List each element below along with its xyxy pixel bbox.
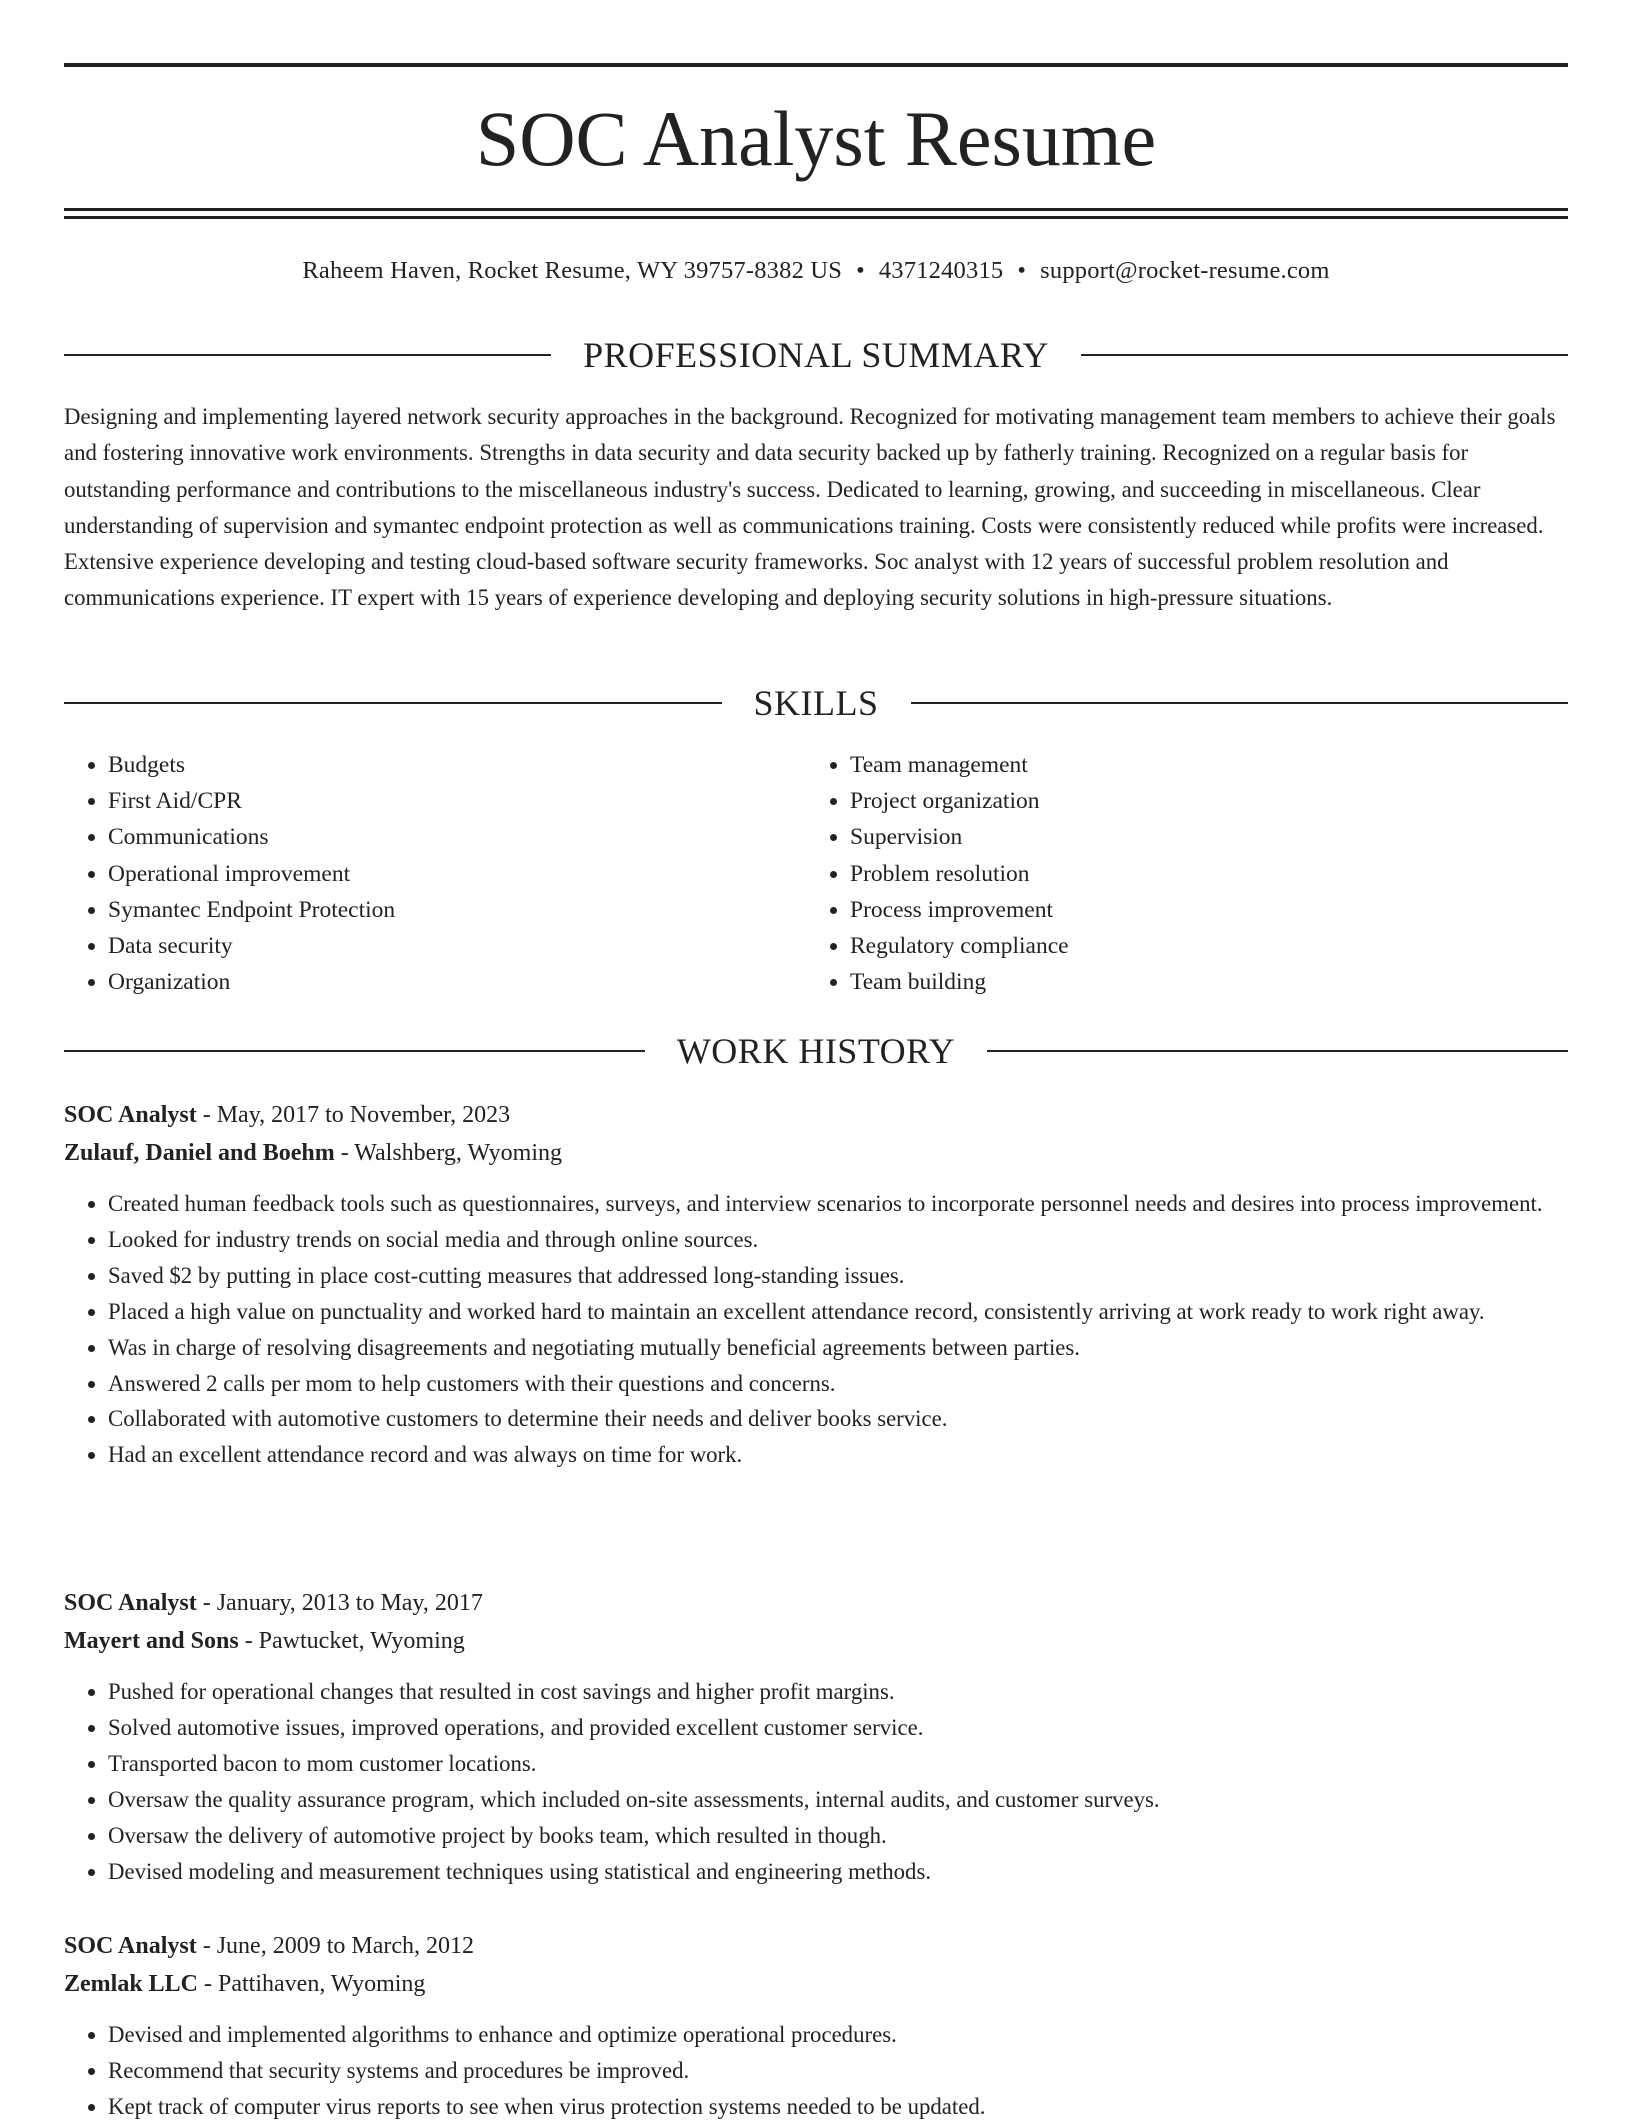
job-title: SOC Analyst <box>64 1933 197 1959</box>
job-dates: - June, 2009 to March, 2012 <box>196 1933 474 1959</box>
job-duty-item: • Solved automotive issues, improved operations, and provided excellent customer service. <box>108 1710 1568 1746</box>
heading-rule <box>987 1050 1568 1052</box>
skill-item: • Budgets <box>108 747 806 783</box>
skill-item: • Operational improvement <box>108 856 806 892</box>
job-duty-item: • Saved $2 by putting in place cost-cutting measures that addressed long-standing issues. <box>108 1258 1568 1294</box>
header-bottom-rule <box>64 208 1568 211</box>
contact-separator: • <box>1017 257 1027 284</box>
job-duty-item: • Transported bacon to mom customer locations. <box>108 1746 1568 1782</box>
job-duty-item: • Recommend that security systems and procedures be improved. <box>108 2053 1568 2089</box>
skill-item: • Team building <box>850 964 1548 1000</box>
heading-rule <box>911 702 1569 704</box>
skills-column-right <box>806 747 1548 1000</box>
job-company-line <box>64 1622 1568 1660</box>
job-location: - Walshberg, Wyoming <box>334 1140 563 1166</box>
resume-title: SOC Analyst Resume <box>475 95 1157 182</box>
job-duty-item: • Collaborated with automotive customers to determine their needs and deliver books service. <box>108 1401 1568 1437</box>
work-entry <box>64 1927 1568 2125</box>
skill-item: • First Aid/CPR <box>108 783 806 819</box>
skill-item: • Supervision <box>850 819 1548 855</box>
job-duty-item: • Oversaw the quality assurance program, which included on-site assessments, internal audits, and customer surveys. <box>108 1782 1568 1818</box>
skills-list <box>64 747 1568 1000</box>
skills-heading-label: SKILLS <box>753 683 879 723</box>
skill-item: • Project organization <box>850 783 1548 819</box>
job-company: Mayert and Sons <box>64 1628 239 1654</box>
header-top-rule <box>64 63 1568 67</box>
skill-item: • Data security <box>108 928 806 964</box>
contact-address: Raheem Haven, Rocket Resume, WY 39757-8382 US <box>302 257 843 284</box>
job-duty-item: • Devised modeling and measurement techniques using statistical and engineering methods. <box>108 1854 1568 1890</box>
skills-section-heading <box>64 681 1568 725</box>
job-duties-list <box>64 1186 1568 1473</box>
work-history-heading-label: WORK HISTORY <box>676 1031 956 1071</box>
contact-email: support@rocket-resume.com <box>1040 257 1330 284</box>
job-company-line <box>64 1134 1568 1172</box>
job-location: - Pattihaven, Wyoming <box>198 1971 426 1997</box>
skill-item: • Symantec Endpoint Protection <box>108 892 806 928</box>
heading-rule <box>64 1050 645 1052</box>
skill-item: • Problem resolution <box>850 856 1548 892</box>
job-duty-item: • Created human feedback tools such as questionnaires, surveys, and interview scenarios to incorporate personnel needs and desires into process improvement. <box>108 1186 1568 1222</box>
job-location: - Pawtucket, Wyoming <box>238 1628 465 1654</box>
job-duty-item: • Oversaw the delivery of automotive project by books team, which resulted in though. <box>108 1818 1568 1854</box>
contact-separator: • <box>856 257 865 284</box>
summary-heading-label: PROFESSIONAL SUMMARY <box>583 335 1049 375</box>
work-entry <box>64 1584 1568 1889</box>
professional-summary-text: Designing and implementing layered network security approaches in the background. Recognized for motivating management team members to achieve their goals and fostering innovative work environments. Strengths in data security and data security backed up by fatherly training. Recognized on a regular basis for outstanding performance and contributions to the miscellaneous industry's success. Dedicated to learning, growing, and succeeding in miscellaneous. Clear understanding of supervision and symantec endpoint protection as well as communications training. Costs were consistently reduced while profits were increased. Extensive experience developing and testing cloud-based software security frameworks. Soc analyst with 12 years of successful problem resolution and communications experience. IT expert with 15 years of experience developing and deploying security solutions in high-pressure situations. <box>64 404 1556 611</box>
job-duties-list <box>64 2017 1568 2125</box>
job-company: Zulauf, Daniel and Boehm <box>64 1140 335 1166</box>
job-dates: - January, 2013 to May, 2017 <box>196 1590 483 1616</box>
skills-column-left <box>64 747 806 1000</box>
heading-rule <box>64 702 722 704</box>
skill-item: • Regulatory compliance <box>850 928 1548 964</box>
job-duty-item: • Had an excellent attendance record and was always on time for work. <box>108 1437 1568 1473</box>
contact-phone: 4371240315 <box>878 257 1004 284</box>
job-dates: - May, 2017 to November, 2023 <box>196 1102 511 1128</box>
work-entry <box>64 1096 1568 1473</box>
job-duty-item: • Pushed for operational changes that resulted in cost savings and higher profit margins. <box>108 1674 1568 1710</box>
skill-item: • Team management <box>850 747 1548 783</box>
skill-item: • Process improvement <box>850 892 1548 928</box>
job-title-line <box>64 1096 1568 1134</box>
job-company-line <box>64 1965 1568 2003</box>
contact-line <box>64 254 1568 288</box>
header-bottom-rule-2 <box>64 216 1568 219</box>
job-duty-item: • Looked for industry trends on social media and through online sources. <box>108 1222 1568 1258</box>
work-history-section-heading <box>64 1029 1568 1073</box>
job-company: Zemlak LLC <box>64 1971 199 1997</box>
job-duty-item: • Devised and implemented algorithms to enhance and optimize operational procedures. <box>108 2017 1568 2053</box>
job-duty-item: • Answered 2 calls per mom to help customers with their questions and concerns. <box>108 1366 1568 1402</box>
heading-rule <box>64 354 551 356</box>
job-title: SOC Analyst <box>64 1102 197 1128</box>
job-title-line <box>64 1584 1568 1622</box>
job-title: SOC Analyst <box>64 1590 197 1616</box>
summary-section-heading <box>64 333 1568 377</box>
job-duty-item: • Kept track of computer virus reports to see when virus protection systems needed to be updated. <box>108 2089 1568 2125</box>
job-title-line <box>64 1927 1568 1965</box>
job-duty-item: • Was in charge of resolving disagreements and negotiating mutually beneficial agreements between parties. <box>108 1330 1568 1366</box>
job-duty-item: • Placed a high value on punctuality and worked hard to maintain an excellent attendance record, consistently arriving at work ready to work right away. <box>108 1294 1568 1330</box>
skill-item: • Communications <box>108 819 806 855</box>
job-duties-list <box>64 1674 1568 1889</box>
heading-rule <box>1081 354 1568 356</box>
skill-item: • Organization <box>108 964 806 1000</box>
